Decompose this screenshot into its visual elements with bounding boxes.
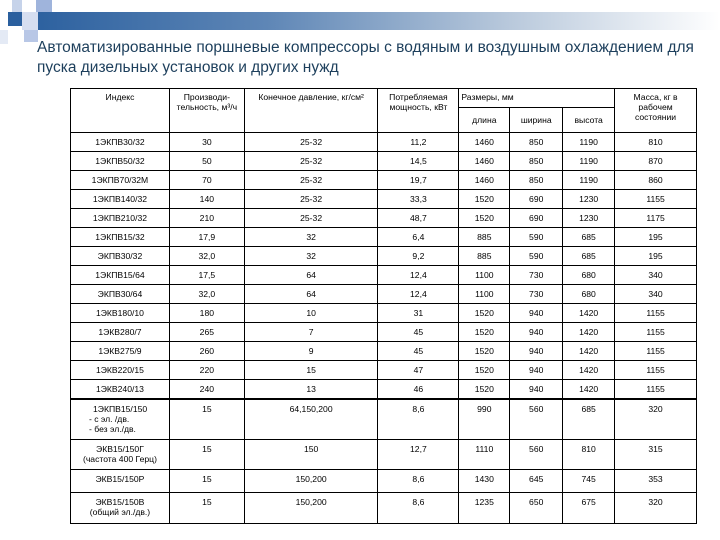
table-row — [71, 209, 697, 228]
cell-length: 1460 — [459, 171, 510, 190]
index-line: - без эл./дв. — [89, 424, 136, 434]
cell-pressure: 150 — [244, 439, 378, 469]
cell-height: 1420 — [563, 380, 615, 400]
cell-pressure: 7 — [244, 323, 378, 342]
cell-power: 31 — [378, 304, 459, 323]
cell-height: 1230 — [563, 190, 615, 209]
cell-power: 12,7 — [378, 439, 459, 469]
cell-height: 1190 — [563, 133, 615, 152]
cell-length: 1520 — [459, 342, 510, 361]
cell-length: 1520 — [459, 304, 510, 323]
cell-width: 940 — [510, 361, 563, 380]
cell-power: 12,4 — [378, 266, 459, 285]
cell-width: 645 — [510, 469, 563, 492]
cell-width: 940 — [510, 380, 563, 400]
cell-index: 1ЭКВ180/10 — [71, 304, 170, 323]
cell-power: 47 — [378, 361, 459, 380]
cell-power: 9,2 — [378, 247, 459, 266]
cell-pressure: 64 — [244, 266, 378, 285]
cell-length: 1100 — [459, 266, 510, 285]
cell-index: ЭКПВ30/64 — [71, 285, 170, 304]
cell-pressure: 13 — [244, 380, 378, 400]
table-row — [71, 361, 697, 380]
cell-pressure: 9 — [244, 342, 378, 361]
cell-height: 810 — [563, 439, 615, 469]
cell-index: 1ЭКПВ15/32 — [71, 228, 170, 247]
cell-width: 690 — [510, 209, 563, 228]
cell-height: 675 — [563, 492, 615, 523]
index-line: (общий эл./дв.) — [89, 506, 151, 517]
cell-height: 1420 — [563, 361, 615, 380]
cell-width: 850 — [510, 133, 563, 152]
cell-power: 8,6 — [378, 469, 459, 492]
cell-capacity: 15 — [169, 399, 244, 439]
cell-index: ЭКПВ30/32 — [71, 247, 170, 266]
table-row — [71, 492, 697, 523]
cell-width: 940 — [510, 342, 563, 361]
cell-capacity: 140 — [169, 190, 244, 209]
table-row — [71, 171, 697, 190]
cell-length: 1460 — [459, 133, 510, 152]
cell-mass: 195 — [615, 228, 697, 247]
cell-height: 680 — [563, 266, 615, 285]
cell-mass: 195 — [615, 247, 697, 266]
cell-length: 1460 — [459, 152, 510, 171]
cell-width: 590 — [510, 228, 563, 247]
cell-capacity: 30 — [169, 133, 244, 152]
cell-mass: 1155 — [615, 361, 697, 380]
header-height: высота — [563, 108, 615, 133]
header-width: ширина — [510, 108, 563, 133]
cell-capacity: 265 — [169, 323, 244, 342]
cell-length: 1110 — [459, 439, 510, 469]
cell-power: 48,7 — [378, 209, 459, 228]
table-row — [71, 399, 697, 439]
cell-capacity: 32,0 — [169, 247, 244, 266]
cell-mass: 320 — [615, 399, 697, 439]
cell-index: 1ЭКПВ50/32 — [71, 152, 170, 171]
cell-index: 1ЭКВ280/7 — [71, 323, 170, 342]
table-row — [71, 323, 697, 342]
cell-index: 1ЭКВ275/9 — [71, 342, 170, 361]
cell-width: 650 — [510, 492, 563, 523]
cell-pressure: 150,200 — [244, 492, 378, 523]
cell-capacity: 17,5 — [169, 266, 244, 285]
cell-power: 33,3 — [378, 190, 459, 209]
table-row — [71, 285, 697, 304]
cell-width: 940 — [510, 323, 563, 342]
cell-height: 680 — [563, 285, 615, 304]
cell-length: 1520 — [459, 323, 510, 342]
index-line: ЭКВ15/150В — [95, 496, 145, 507]
cell-capacity: 180 — [169, 304, 244, 323]
cell-pressure: 64 — [244, 285, 378, 304]
cell-width: 850 — [510, 171, 563, 190]
cell-capacity: 220 — [169, 361, 244, 380]
index-line: ЭКВ15/150Г — [96, 443, 144, 454]
cell-capacity: 32,0 — [169, 285, 244, 304]
cell-power: 19,7 — [378, 171, 459, 190]
index-line: 1ЭКПВ15/150 — [93, 404, 148, 414]
cell-power: 8,6 — [378, 492, 459, 523]
cell-capacity: 50 — [169, 152, 244, 171]
cell-power: 46 — [378, 380, 459, 400]
cell-index — [71, 399, 170, 439]
table-row — [71, 342, 697, 361]
cell-power: 11,2 — [378, 133, 459, 152]
cell-height: 1420 — [563, 342, 615, 361]
table-row — [71, 266, 697, 285]
header-dims: Размеры, мм — [459, 89, 615, 108]
cell-pressure: 25-32 — [244, 152, 378, 171]
table-row — [71, 133, 697, 152]
header-pressure: Конечное давление, кг/см² — [244, 89, 378, 133]
cell-height: 1420 — [563, 304, 615, 323]
cell-capacity: 15 — [169, 492, 244, 523]
cell-width: 690 — [510, 190, 563, 209]
header-mass: Масса, кг в рабочем состоянии — [615, 89, 697, 133]
cell-length: 1430 — [459, 469, 510, 492]
cell-length: 1520 — [459, 380, 510, 400]
cell-height: 685 — [563, 399, 615, 439]
cell-pressure: 64,150,200 — [244, 399, 378, 439]
table-row — [71, 190, 697, 209]
cell-mass: 870 — [615, 152, 697, 171]
cell-length: 1235 — [459, 492, 510, 523]
cell-height: 685 — [563, 247, 615, 266]
table-row — [71, 380, 697, 400]
cell-capacity: 260 — [169, 342, 244, 361]
cell-pressure: 15 — [244, 361, 378, 380]
cell-mass: 340 — [615, 285, 697, 304]
cell-mass: 860 — [615, 171, 697, 190]
cell-power: 45 — [378, 323, 459, 342]
cell-mass: 1155 — [615, 190, 697, 209]
cell-pressure: 25-32 — [244, 209, 378, 228]
cell-width: 850 — [510, 152, 563, 171]
cell-mass: 353 — [615, 469, 697, 492]
header-power: Потребляемая мощность, кВт — [378, 89, 459, 133]
cell-pressure: 10 — [244, 304, 378, 323]
cell-length: 1100 — [459, 285, 510, 304]
cell-height: 685 — [563, 228, 615, 247]
header-index: Индекс — [71, 89, 170, 133]
cell-pressure: 25-32 — [244, 171, 378, 190]
cell-height: 1420 — [563, 323, 615, 342]
cell-index: 1ЭКПВ210/32 — [71, 209, 170, 228]
cell-power: 12,4 — [378, 285, 459, 304]
page-title: Автоматизированные поршневые компрессоры с водяным и воздушным охлаждением для пуска дизельных установок и других нужд — [37, 39, 694, 76]
cell-power: 45 — [378, 342, 459, 361]
cell-width: 730 — [510, 266, 563, 285]
index-line: - с эл. /дв. — [89, 414, 130, 424]
cell-index: 1ЭКВ220/15 — [71, 361, 170, 380]
cell-capacity: 15 — [169, 469, 244, 492]
cell-capacity: 210 — [169, 209, 244, 228]
compressor-table — [70, 88, 697, 524]
cell-width: 590 — [510, 247, 563, 266]
index-line: ЭКВ15/150Р — [95, 473, 145, 484]
cell-mass: 315 — [615, 439, 697, 469]
cell-capacity: 15 — [169, 439, 244, 469]
cell-power: 6,4 — [378, 228, 459, 247]
cell-index — [71, 439, 170, 469]
cell-height: 745 — [563, 469, 615, 492]
cell-height: 1190 — [563, 171, 615, 190]
cell-index: 1ЭКПВ15/64 — [71, 266, 170, 285]
cell-length: 990 — [459, 399, 510, 439]
cell-width: 730 — [510, 285, 563, 304]
cell-capacity: 240 — [169, 380, 244, 400]
cell-pressure: 32 — [244, 228, 378, 247]
header-length: длина — [459, 108, 510, 133]
header-capacity: Производи-тельность, м³/ч — [169, 89, 244, 133]
cell-height: 1190 — [563, 152, 615, 171]
cell-width: 560 — [510, 399, 563, 439]
cell-mass: 1155 — [615, 342, 697, 361]
cell-capacity: 17,9 — [169, 228, 244, 247]
cell-index: 1ЭКВ240/13 — [71, 380, 170, 400]
cell-index: 1ЭКПВ140/32 — [71, 190, 170, 209]
cell-mass: 340 — [615, 266, 697, 285]
index-line: (частота 400 Герц) — [82, 453, 157, 464]
table-row — [71, 228, 697, 247]
cell-width: 560 — [510, 439, 563, 469]
cell-power: 14,5 — [378, 152, 459, 171]
cell-length: 885 — [459, 228, 510, 247]
cell-length: 885 — [459, 247, 510, 266]
cell-length: 1520 — [459, 209, 510, 228]
table-row — [71, 247, 697, 266]
cell-power: 8,6 — [378, 399, 459, 439]
cell-mass: 810 — [615, 133, 697, 152]
table-row — [71, 152, 697, 171]
cell-length: 1520 — [459, 361, 510, 380]
cell-index: 1ЭКПВ30/32 — [71, 133, 170, 152]
cell-pressure: 25-32 — [244, 133, 378, 152]
cell-index — [71, 492, 170, 523]
cell-mass: 320 — [615, 492, 697, 523]
cell-index — [71, 469, 170, 492]
cell-pressure: 150,200 — [244, 469, 378, 492]
cell-capacity: 70 — [169, 171, 244, 190]
cell-mass: 1155 — [615, 304, 697, 323]
cell-mass: 1155 — [615, 323, 697, 342]
header-gradient-bar — [22, 12, 720, 30]
table-row — [71, 469, 697, 492]
cell-pressure: 32 — [244, 247, 378, 266]
cell-mass: 1155 — [615, 380, 697, 400]
table-row — [71, 439, 697, 469]
cell-width: 940 — [510, 304, 563, 323]
cell-height: 1230 — [563, 209, 615, 228]
table-row — [71, 304, 697, 323]
cell-length: 1520 — [459, 190, 510, 209]
cell-mass: 1175 — [615, 209, 697, 228]
cell-pressure: 25-32 — [244, 190, 378, 209]
cell-index: 1ЭКПВ70/32М — [71, 171, 170, 190]
